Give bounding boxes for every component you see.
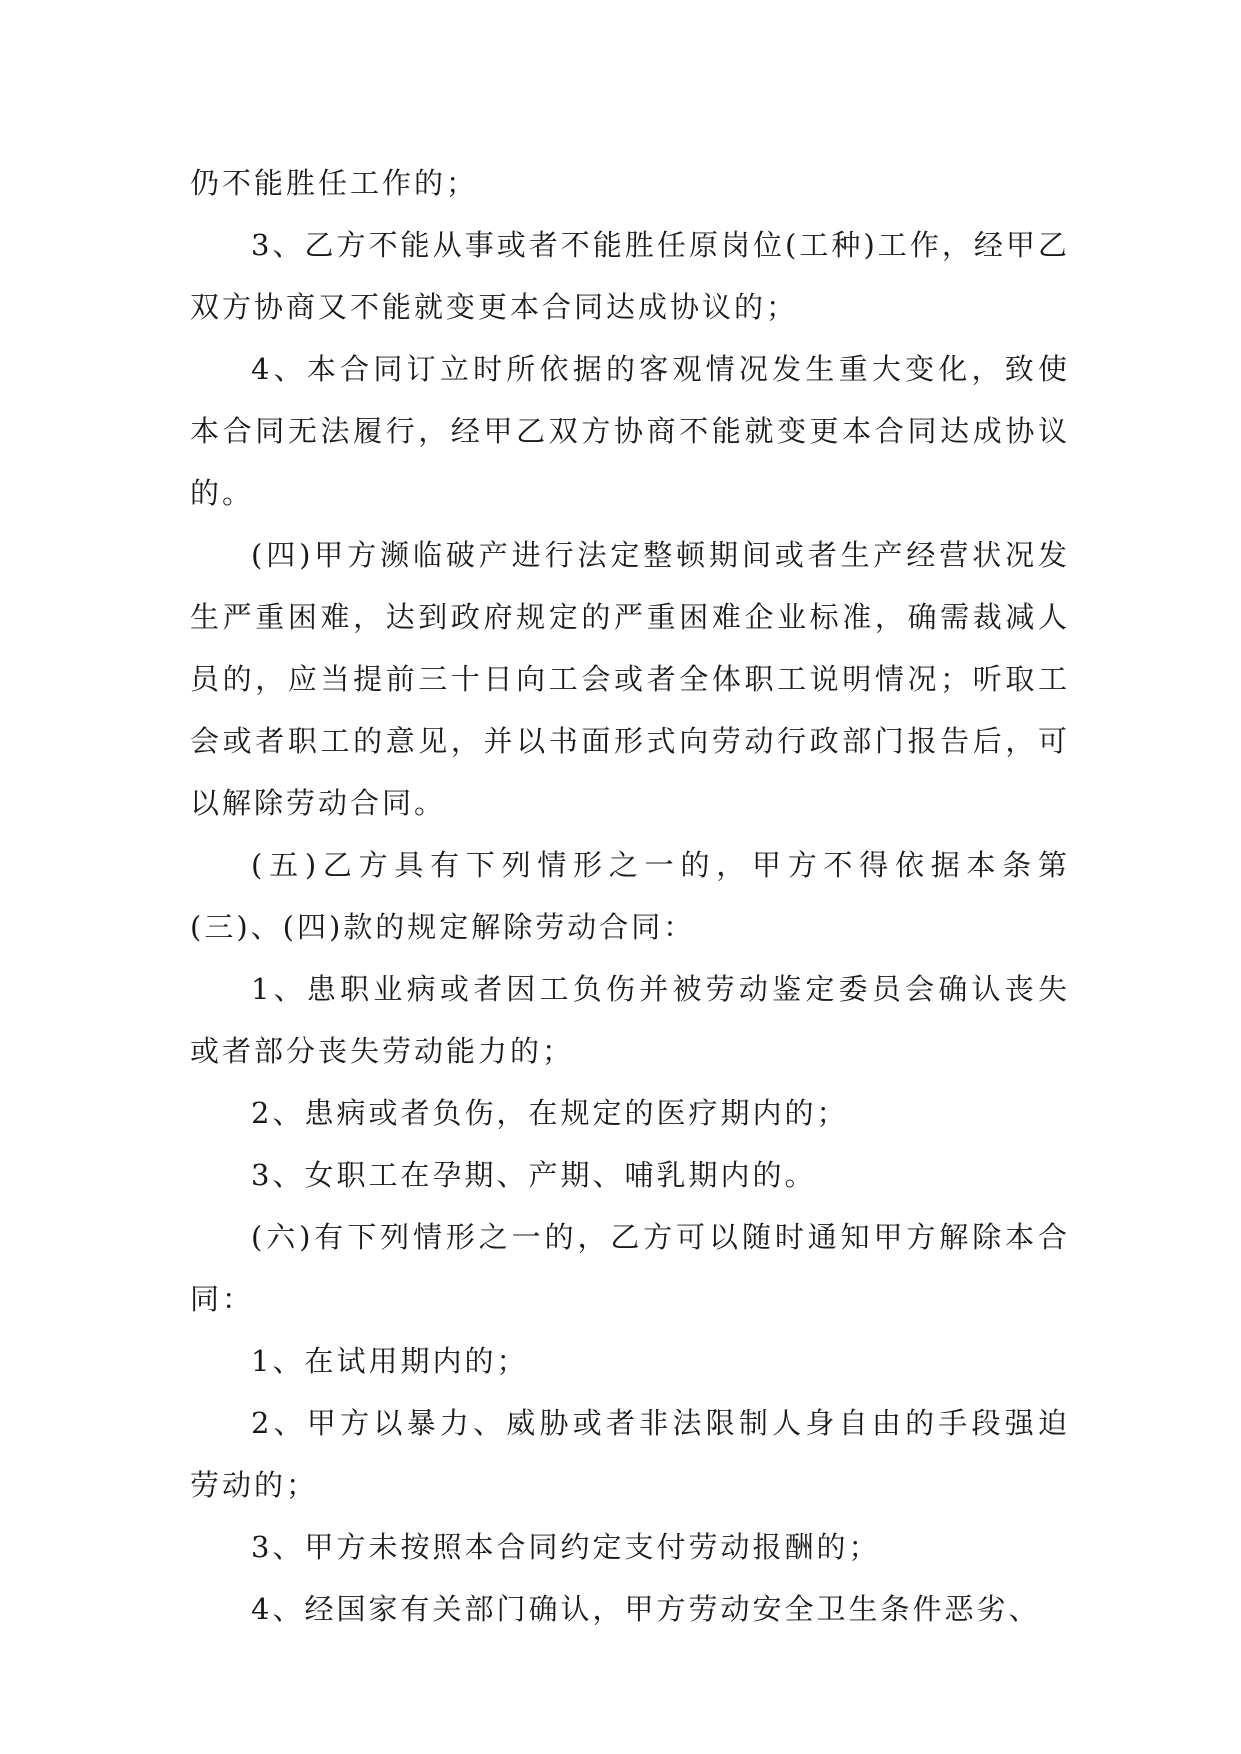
paragraph-item-4: 4、本合同订立时所依据的客观情况发生重大变化，致使本合同无法履行，经甲乙双方协商不能就变更本合同达成协议的。 <box>190 352 1070 510</box>
paragraph-section-6: (六)有下列情形之一的，乙方可以随时通知甲方解除本合同： <box>190 1220 1070 1316</box>
paragraph-continuation: 仍不能胜任工作的； <box>190 166 479 200</box>
paragraph-section-5-item-1: 1、患职业病或者因工负伤并被劳动鉴定委员会确认丧失或者部分丧失劳动能力的； <box>190 972 1070 1068</box>
paragraph-section-5-item-3: 3、女职工在孕期、产期、哺乳期内的。 <box>251 1158 817 1192</box>
document-body <box>190 152 1070 1640</box>
paragraph-section-5: (五)乙方具有下列情形之一的，甲方不得依据本条第(三)、(四)款的规定解除劳动合同： <box>190 848 1070 944</box>
paragraph-section-4: (四)甲方濒临破产进行法定整顿期间或者生产经营状况发生严重困难，达到政府规定的严重困难企业标准，确需裁减人员的，应当提前三十日向工会或者全体职工说明情况；听取工会或者职工的意见，并以书面形式向劳动行政部门报告后，可以解除劳动合同。 <box>190 538 1070 820</box>
paragraph-section-6-item-1: 1、在试用期内的； <box>251 1344 529 1378</box>
paragraph-section-6-item-3: 3、甲方未按照本合同约定支付劳动报酬的； <box>251 1530 881 1564</box>
paragraph-section-6-item-2: 2、甲方以暴力、威胁或者非法限制人身自由的手段强迫劳动的； <box>190 1406 1070 1502</box>
paragraph-section-6-item-4: 4、经国家有关部门确认，甲方劳动安全卫生条件恶劣、 <box>251 1592 1041 1626</box>
paragraph-item-3: 3、乙方不能从事或者不能胜任原岗位(工种)工作，经甲乙双方协商又不能就变更本合同达成协议的； <box>190 228 1070 324</box>
paragraph-section-5-item-2: 2、患病或者负伤，在规定的医疗期内的； <box>251 1096 849 1130</box>
